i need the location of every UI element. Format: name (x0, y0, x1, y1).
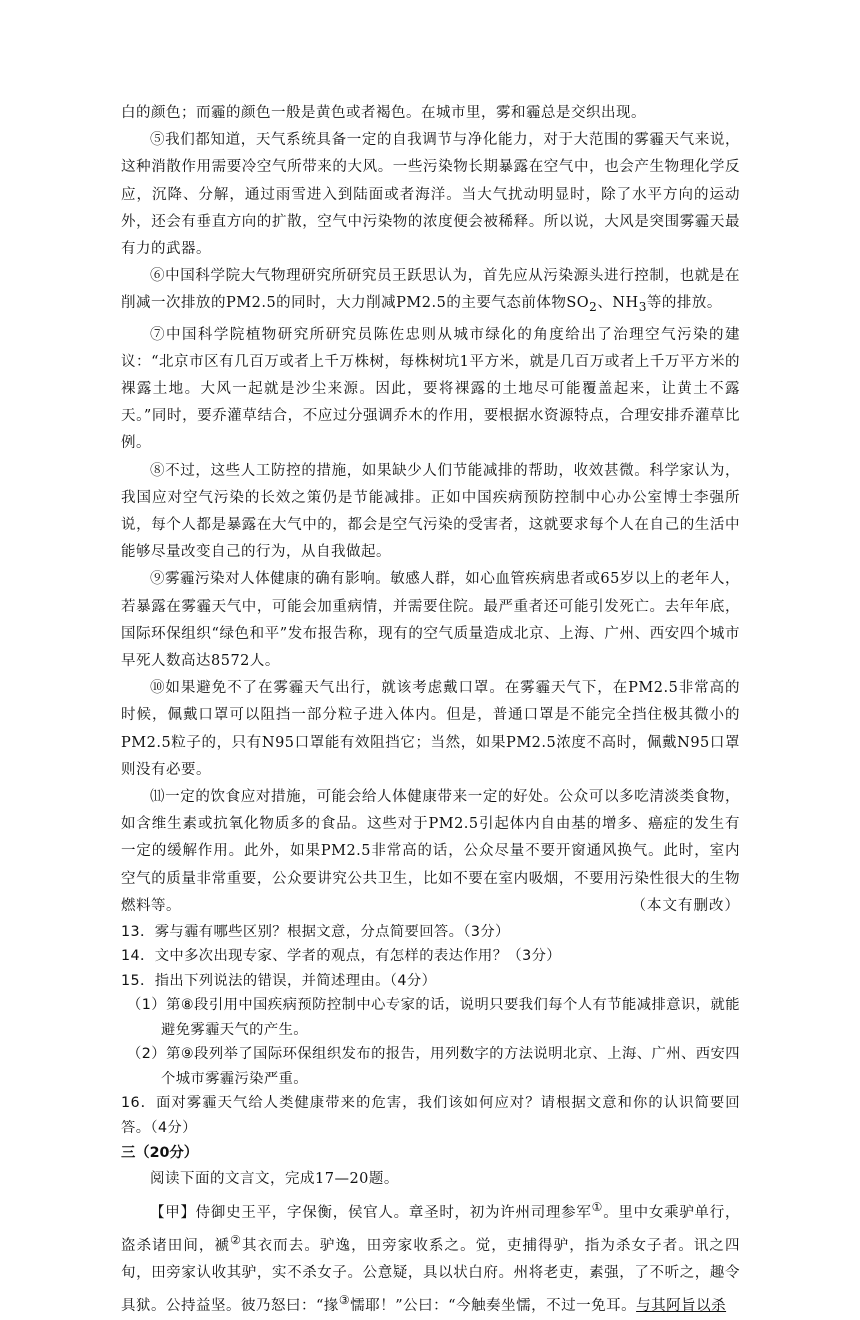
paragraph-10: ⑩如果避免不了在雾霾天气出行，就该考虑戴口罩。在雾霾天气下，在PM2.5非常高的时候，佩戴口罩可以阻挡一部分粒子进入体内。但是，普通口罩是不能完全挡住极其微小的PM2.5粒子的，只有N95口罩能有效阻挡它；当然，如果PM2.5浓度不高时，佩戴N95口罩则没有必要。 (121, 680, 740, 778)
nh3-formula (612, 295, 647, 315)
footnote-mark-3: ③ (338, 1292, 351, 1307)
classical-text-b: 。里中女乘驴单行，盗杀诸田间，褫 (121, 1204, 741, 1254)
section-3-heading: 三（20分） (121, 1145, 199, 1162)
so2-subscript: 2 (589, 300, 598, 315)
classical-text (121, 1194, 740, 1320)
question-15-option-1: （1）第⑧段引用中国疾病预防控制中心专家的话，说明只要我们每个人有节能减排意识，就能避免雾霾天气的产生。 (127, 997, 740, 1038)
paragraph-6-pm25-a: PM2.5 (226, 295, 277, 312)
classical-text-c: 其衣而去。驴逸，田旁家收系之。觉，吏捕得驴，指为杀女子者。讯之四旬，田旁家认收其驴，实不杀女子。公意疑，具以状白府。州将老吏，素强，了不听之，趣令具狱。公持益坚。彼乃怒曰：“掾 (121, 1237, 741, 1314)
footnote-mark-2: ② (230, 1232, 242, 1247)
question-15-option-2: （2）第⑨段列举了国际环保组织发布的报告，用列数字的方法说明北京、上海、广州、西安四个城市雾霾污染严重。 (127, 1046, 740, 1087)
paragraph-5: ⑤我们都知道，天气系统具备一定的自我调节与净化能力，对于大范围的雾霾天气来说，这种消散作用需要冷空气所带来的大风。一些污染物长期暴露在空气中，也会产生物理化学反应，沉降、分解，通过雨雪进入到陆面或者海洋。当大气扰动明显时，除了水平方向的运动外，还会有垂直方向的扩散，空气中污染物的浓度便会被稀释。所以说，大风是突围雾霾天最有力的武器。 (121, 132, 740, 258)
so2-formula (566, 295, 598, 315)
so2-symbol: SO (566, 295, 590, 312)
paragraph-6-pm25-b: PM2.5 (396, 295, 447, 312)
paragraph-6-text-a: ⑥中国科学院大气物理研究所研究员王跃思认为，首先应从污染源头进行控制，也就是在削减一次排放的 (121, 268, 740, 312)
paragraph-9: ⑨雾霾污染对人体健康的确有影响。敏感人群，如心血管疾病患者或65岁以上的老年人，若暴露在雾霾天气中，可能会加重病情，并需要住院。最严重者还可能引发死亡。去年年底，国际环保组织“绿色和平”发布报告称，现有的空气质量造成北京、上海、广州、西安四个城市早死人数高达8572人。 (121, 571, 740, 669)
paragraph-4-continued: 白的颜色；而霾的颜色一般是黄色或者褐色。在城市里，雾和霾总是交织出现。 (121, 105, 646, 121)
paragraph-7: ⑦中国科学院植物研究所研究员陈佐忠则从城市绿化的角度给出了治理空气污染的建议：“北京市区有几百万或者上千万株树，每株树坑1平方米，就是几百万或者上千万平方米的裸露土地。大风一起就是沙尘来源。因此，要将裸露的土地尽可能覆盖起来，让黄土不露天。”同时，要乔灌草结合，不应过分强调乔木的作用，要根据水资源特点，合理安排乔灌草比例。 (121, 326, 740, 452)
paragraph-6-text-f: 等的排放。 (646, 295, 722, 312)
question-16: 16．面对雾霾天气给人类健康带来的危害，我们该如何应对？请根据文意和你的认识简要回答。（4分） (121, 1095, 740, 1136)
paragraph-11-text: ⑾一定的饮食应对措施，可能会给人体健康带来一定的好处。公众可以多吃清淡类食物，如含维生素或抗氧化物质多的食品。这些对于PM2.5引起体内自由基的增多、癌症的发生有一定的缓解作用。此外，如果PM2.5非常高的话，公众尽量不要开窗通风换气。此时，室内空气的质量非常重要，公众要讲究公共卫生，比如不要在室内吸烟，不要用污染性很大的生物燃料等。 (121, 788, 740, 914)
paragraph-11 (121, 784, 740, 920)
nh3-symbol: NH (612, 295, 639, 312)
section-3-instruction: 阅读下面的文言文，完成17—20题。 (150, 1171, 399, 1188)
source-note: （本文有删改） (631, 897, 740, 914)
underlined-sentence: 与其阿旨以杀 (636, 1297, 727, 1314)
question-15: 15．指出下列说法的错误，并简述理由。（4分） (121, 972, 437, 989)
paragraph-6-text-c: 的同时，大力削减 (276, 295, 397, 312)
question-13: 13．雾与霾有哪些区别？根据文意，分点简要回答。（3分） (121, 923, 510, 940)
paragraph-8: ⑧不过，这些人工防控的措施，如果缺少人们节能减排的帮助，收效甚微。科学家认为，我国应对空气污染的长效之策仍是节能减排。正如中国疾病预防控制中心办公室博士李强所说，每个人都是暴露在大气中的，都会是空气污染的受害者，这就要求每个人在自己的生活中能够尽量改变自己的行为，从自我做起。 (121, 462, 740, 561)
footnote-mark-1: ① (591, 1199, 604, 1214)
paragraph-6: ⑥中国科学院大气物理研究所研究员王跃思认为，首先应从污染源头进行控制，也就是在削减一次排放的PM2.5的同时，大力削减PM2.5的主要气态前体物$SO_2$、$NH_3$等的排放。 (121, 268, 740, 315)
classical-text-d: 懦耶！”公曰：“今触奏坐懦，不过一免耳。 (350, 1297, 637, 1314)
question-14: 14．文中多次出现专家、学者的观点，有怎样的表达作用？（3分） (121, 948, 561, 965)
classical-text-a: 【甲】侍御史王平，字保衡，侯官人。章圣时，初为许州司理参军 (150, 1204, 592, 1221)
paragraph-6-text-e: 的主要气态前体物 (446, 295, 567, 312)
nh3-subscript: 3 (638, 300, 647, 315)
